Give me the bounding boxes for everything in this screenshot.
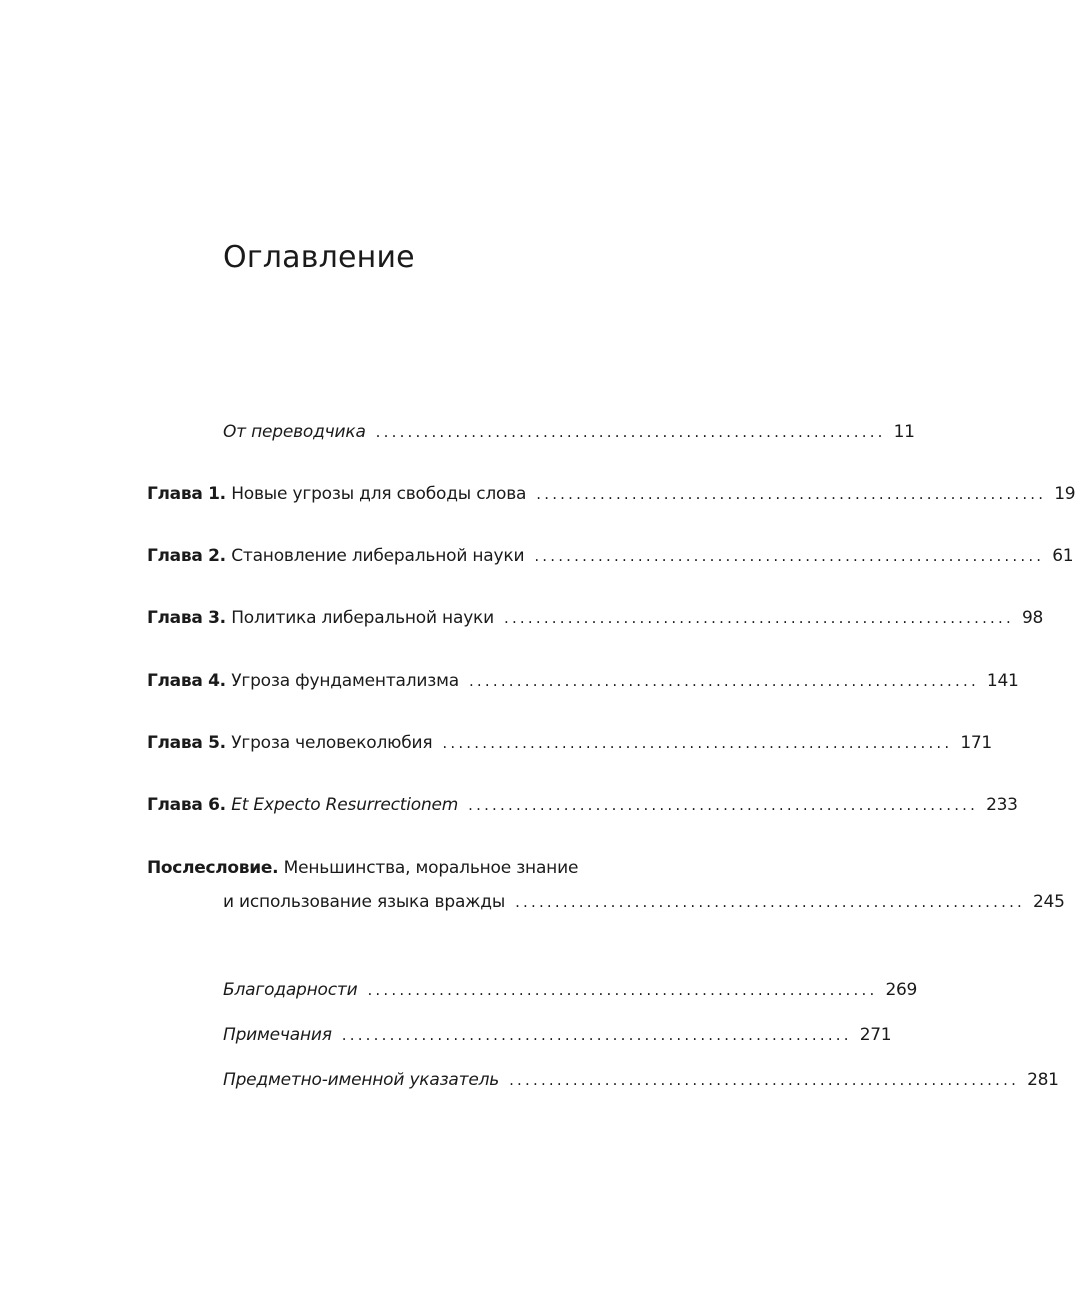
toc-entry-page: 245	[1033, 892, 1065, 912]
leader-dots: ................................................................	[341, 1026, 852, 1044]
chapter-number: Глава 3.	[147, 608, 226, 628]
toc-entry-title: Новые угрозы для свободы слова	[231, 484, 527, 504]
toc-entry-title: Et Expecto Resurrectionem	[231, 795, 459, 815]
toc-entry-acknowledgements[interactable]	[223, 979, 917, 1001]
toc-entry-title: Становление либеральной науки	[231, 546, 525, 566]
toc-entry-index[interactable]	[223, 1069, 1059, 1091]
toc-entry-chapter-1[interactable]	[147, 483, 1075, 505]
toc-entry-chapter-6[interactable]	[147, 794, 1018, 816]
toc-entry-title: Политика либеральной науки	[231, 608, 494, 628]
leader-dots: ................................................................	[367, 981, 878, 999]
toc-entry-chapter-5[interactable]	[147, 732, 992, 754]
toc-entry-page: 61	[1052, 546, 1074, 566]
toc-entry-title: Предметно-именной указатель	[223, 1070, 500, 1090]
toc-entry-notes[interactable]	[223, 1024, 892, 1046]
toc-entry-translator-note[interactable]	[223, 421, 915, 443]
toc-entry-title: Благодарности	[223, 980, 358, 1000]
chapter-number: Глава 4.	[147, 671, 226, 691]
toc-entry-page: 233	[986, 795, 1018, 815]
chapter-number: Глава 5.	[147, 733, 226, 753]
toc-entry-title: Примечания	[223, 1025, 332, 1045]
toc-entry-page: 11	[893, 422, 915, 442]
toc-entry-title: Угроза человеколюбия	[231, 733, 433, 753]
toc-entry-title: Меньшинства, моральное знание	[283, 858, 579, 878]
leader-dots: ................................................................	[503, 609, 1014, 627]
chapter-number: Глава 1.	[147, 484, 226, 504]
toc-entry-title-continued: и использование языка вражды	[223, 892, 506, 912]
leader-dots: ................................................................	[442, 734, 953, 752]
chapter-number: Глава 6.	[147, 795, 226, 815]
leader-dots: ................................................................	[534, 547, 1045, 565]
toc-entry-title: От переводчика	[223, 422, 366, 442]
toc-entry-page: 171	[960, 733, 992, 753]
toc-entry-title: Угроза фундаментализма	[231, 671, 459, 691]
toc-entry-chapter-2[interactable]	[147, 545, 1074, 567]
leader-dots: ................................................................	[515, 893, 1026, 911]
toc-entry-afterword-line-1[interactable]	[147, 857, 578, 879]
page-title: Оглавление	[223, 240, 415, 275]
toc-entry-chapter-3[interactable]	[147, 607, 1043, 629]
leader-dots: ................................................................	[375, 423, 886, 441]
toc-entry-page: 19	[1054, 484, 1075, 504]
toc-entry-chapter-4[interactable]	[147, 670, 1019, 692]
toc-entry-afterword[interactable]	[223, 891, 1065, 913]
afterword-prefix: Послесловие.	[147, 858, 279, 878]
toc-entry-page: 98	[1021, 608, 1043, 628]
toc-entry-page: 271	[859, 1025, 892, 1045]
leader-dots: ................................................................	[509, 1071, 1020, 1089]
chapter-number: Глава 2.	[147, 546, 226, 566]
toc-entry-page: 141	[986, 671, 1019, 691]
leader-dots: ................................................................	[536, 485, 1047, 503]
leader-dots: ................................................................	[468, 672, 979, 690]
leader-dots: ................................................................	[468, 796, 979, 814]
toc-entry-page: 269	[885, 980, 917, 1000]
toc-entry-page: 281	[1027, 1070, 1059, 1090]
